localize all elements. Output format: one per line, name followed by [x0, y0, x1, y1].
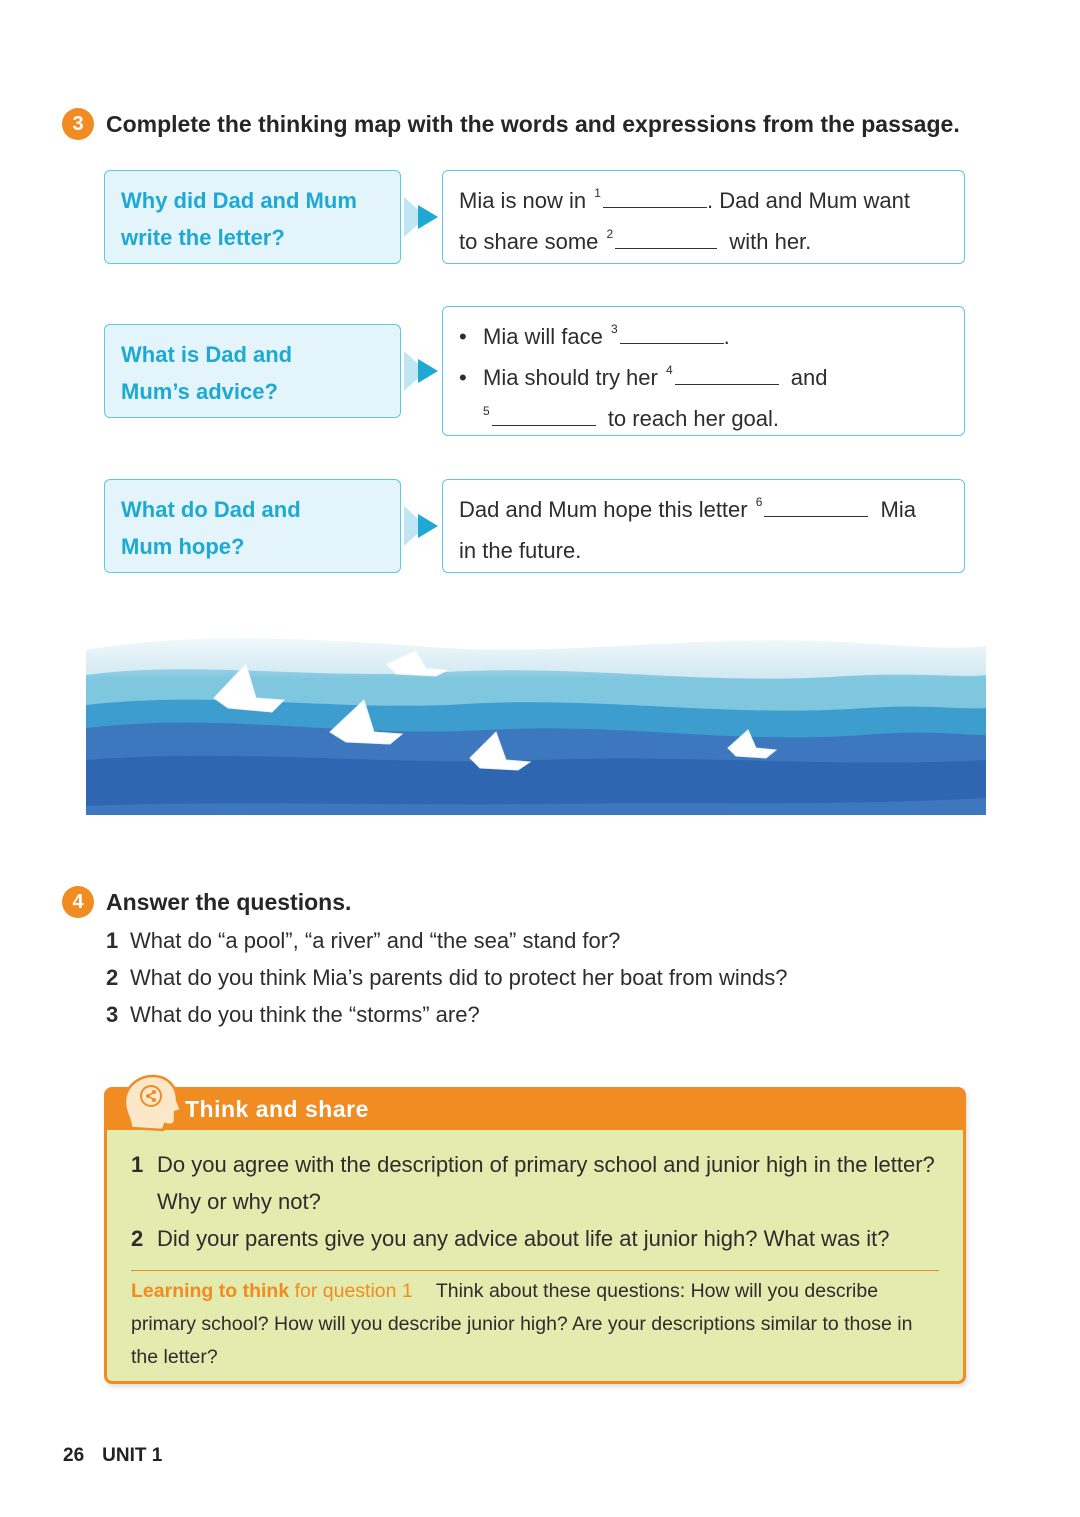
page-number: 26 — [63, 1445, 85, 1466]
question-line: write the letter? — [121, 225, 285, 250]
exercise-number-badge: 3 — [62, 108, 94, 140]
exercise-instruction: Complete the thinking map with the words and expressions from the passage. — [106, 110, 960, 137]
question-line: Why did Dad and Mum — [121, 188, 357, 213]
blank-3[interactable] — [620, 320, 724, 344]
list-item: 1 What do “a pool”, “a river” and “the sea” stand for? — [106, 928, 621, 953]
blank-4[interactable] — [675, 361, 779, 385]
panel-title: Think and share — [185, 1096, 369, 1122]
list-item: 2 Did your parents give you any advice about life at junior high? What was it? — [131, 1226, 890, 1251]
question-line: Mum hope? — [121, 534, 245, 559]
answer-box-3: Dad and Mum hope this letter $^6$ Mia in the future. — [442, 479, 965, 573]
question-box-advice — [104, 324, 401, 418]
sea-illustration — [86, 620, 986, 815]
think-and-share-panel — [104, 1087, 966, 1384]
blank-6[interactable] — [764, 493, 868, 517]
page-footer — [63, 1445, 162, 1467]
blank-2[interactable] — [615, 225, 717, 249]
answer-box-1: Mia is now in $^1$ . Dad and Mum want to share some $^2$ with her. — [442, 170, 965, 264]
thinking-head-icon — [121, 1074, 183, 1132]
arrow-right-icon — [404, 502, 440, 550]
arrow-right-icon — [404, 193, 440, 241]
question-box-hope — [104, 479, 401, 573]
think-questions — [131, 1146, 951, 1257]
divider — [131, 1270, 939, 1271]
question-list — [106, 922, 788, 1033]
question-line: What is Dad and — [121, 342, 293, 367]
arrow-right-icon — [404, 347, 440, 395]
unit-label: UNIT 1 — [102, 1445, 163, 1466]
list-item: 3 What do you think the “storms” are? — [106, 1002, 480, 1027]
question-line: Mum’s advice? — [121, 379, 278, 404]
learning-to-think-note: Learning to think for question 1 Think about these questions: How will you describe primary school? How will you describe junior high? Are your descriptions similar to those in the letter? — [131, 1280, 913, 1368]
exercise-number-badge: 4 — [62, 886, 94, 918]
blank-1[interactable] — [603, 184, 707, 208]
question-box-why — [104, 170, 401, 264]
exercise-3-heading — [62, 108, 960, 140]
question-line: What do Dad and — [121, 497, 301, 522]
exercise-4-heading — [62, 886, 351, 918]
blank-5[interactable] — [492, 402, 596, 426]
list-item: 2 What do you think Mia’s parents did to protect her boat from winds? — [106, 965, 788, 990]
answer-box-2: • Mia will face $^3$ . • Mia should try her $^4$ and $^5$ to reach her goal. — [442, 306, 965, 436]
exercise-instruction: Answer the questions. — [106, 888, 352, 915]
list-item: 1 Do you agree with the description of primary school and junior high in the letter? Why or why not? — [131, 1152, 935, 1214]
